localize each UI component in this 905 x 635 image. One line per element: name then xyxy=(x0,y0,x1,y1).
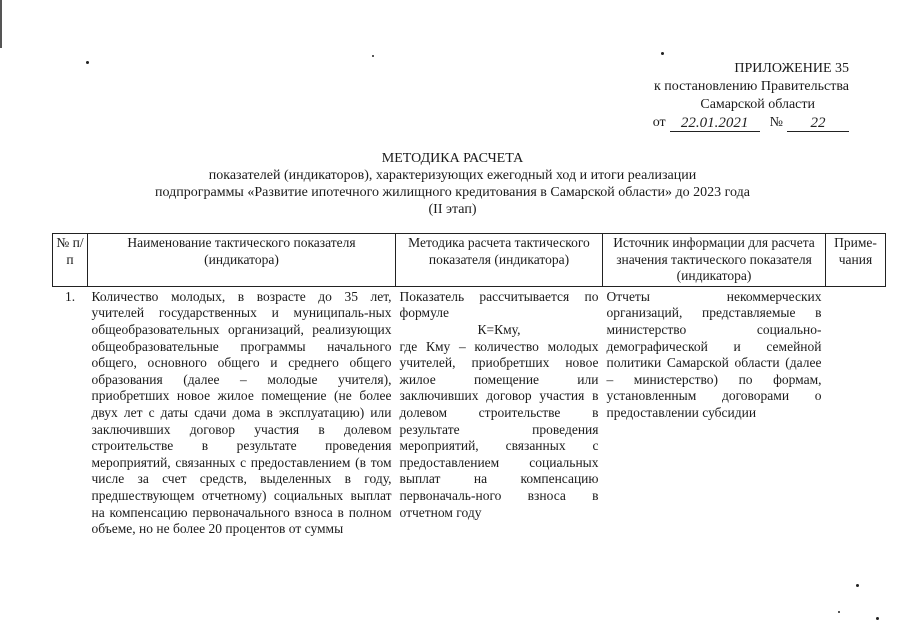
header-name: Наименование тактического показателя (индикатора) xyxy=(88,234,396,287)
appendix-region-line: Самарской области xyxy=(700,97,815,112)
appendix-date-line xyxy=(653,114,849,132)
row-indicator-name: Количество молодых, в возрасте до 35 лет, учителей государственных и муниципаль-ных общеобразовательных организаций, реализующих общеобразовательные программы начального общего, основного общего и среднего общего образования (далее – молодые учителя), приобретших новое жилое помещение (не более двух лет с даты сдачи дома в эксплуатацию) или заключивших договор участия в долевом строительстве в результате проведения мероприятий, связанных с предоставлением (в том числе за счет средств, выделенных в году, предшествующем отчетному) социальных выплат на компенсацию первоначального взноса в полном объеме, но не более 20 процентов от суммы xyxy=(91,288,392,537)
header-note: Приме-чания xyxy=(826,234,886,287)
scan-speck xyxy=(876,617,879,620)
method-formula: К=Кму, xyxy=(477,321,521,337)
scan-speck xyxy=(86,61,89,64)
document-title-block xyxy=(0,150,905,218)
scan-speck xyxy=(661,52,664,55)
document-stage: (II этап) xyxy=(428,202,477,217)
document-subtitle-line1: показателей (индикаторов), характеризующих ежегодный ход и итоги реализации xyxy=(208,168,697,183)
header-source: Источник информации для расчета значения тактического показателя (индикатора) xyxy=(603,234,826,287)
number-sign: № xyxy=(769,115,783,130)
scan-speck xyxy=(372,55,374,57)
header-method: Методика расчета тактического показателя (индикатора) xyxy=(396,234,603,287)
method-intro: Показатель рассчитывается по формуле xyxy=(399,288,599,321)
document-subtitle-line2: подпрограммы «Развитие ипотечного жилищного кредитования в Самарской области» до 2023 года xyxy=(155,185,750,200)
appendix-ref-line: к постановлению Правительства xyxy=(653,79,849,94)
method-definition: где Кму – количество молодых учителей, приобретших новое жилое помещение или заключивших договор участия в долевом строительстве в результате проведения мероприятий, связанных с предоставлением социальных выплат на компенсацию первоначаль-ного взноса в отчетном году xyxy=(399,338,599,520)
appendix-title: ПРИЛОЖЕНИЕ 35 xyxy=(734,61,849,76)
methodology-table xyxy=(52,233,886,540)
row-number: 1. xyxy=(64,288,76,304)
scan-speck xyxy=(838,611,840,613)
handwritten-date: 22.01.2021 xyxy=(670,115,760,132)
row-note xyxy=(826,286,886,539)
scan-speck xyxy=(856,584,859,587)
handwritten-number: 22 xyxy=(787,115,849,132)
table-row xyxy=(53,286,886,539)
document-heading: МЕТОДИКА РАСЧЕТА xyxy=(381,151,524,166)
scan-edge-line xyxy=(0,0,2,48)
row-method xyxy=(396,286,603,539)
header-num: № п/п xyxy=(53,234,88,287)
row-source: Отчеты некоммерческих организаций, представляемые в министерство социально-демографической и семейной политики Самарской области (далее – министерство) по формам, установленным договорами о предоставлении субсидии xyxy=(606,288,822,420)
table-header-row xyxy=(53,234,886,287)
appendix-block xyxy=(653,60,849,132)
date-prefix: от xyxy=(652,115,666,130)
